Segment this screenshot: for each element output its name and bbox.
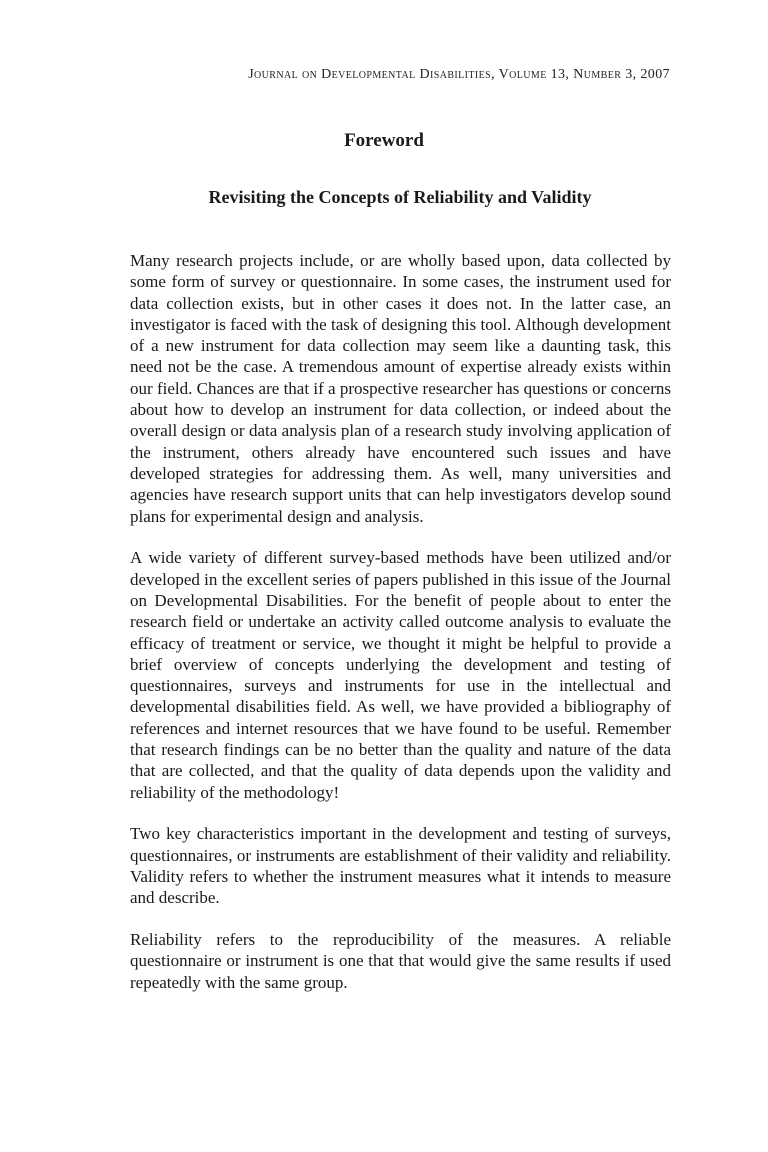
paragraph-4: Reliability refers to the reproducibility of the measures. A reliable questionnaire or instrument is one that that would give the same results if used repeatedly with the same group. [130, 930, 671, 992]
paragraph-2: A wide variety of different survey-based methods have been utilized and/or developed in the excellent series of papers published in this issue of the Journal on Developmental Disabilities. For the benefit of people about to enter the research field or undertake an activity called outcome analysis to evaluate the efficacy of treatment or service, we thought it might be helpful to provide a brief overview of concepts underlying the development and testing of questionnaires, surveys and instruments for use in the intellectual and developmental disabilities field. As well, we have provided a bibliography of references and internet resources that we have found to be useful. Remember that research findings can be no better than the quality and nature of the data that are collected, and that the quality of data depends upon the validity and reliability of the methodology! [130, 548, 671, 802]
section-heading: Foreword [344, 130, 424, 151]
running-head: Journal on Developmental Disabilities, Volume 13, Number 3, 2007 [248, 67, 670, 82]
paragraph-1: Many research projects include, or are wholly based upon, data collected by some form of survey or questionnaire. In some cases, the instrument used for data collection exists, but in other cases it does not. In the latter case, an investigator is faced with the task of designing this tool. Although development of a new instrument for data collection may seem like a daunting task, this need not be the case. A tremendous amount of expertise already exists within our field. Chances are that if a prospective researcher has questions or concerns about how to develop an instrument for data collection, or indeed about the overall design or data analysis plan of a research study involving application of the instrument, others already have encountered such issues and have developed strategies for addressing them. As well, many universities and agencies have research support units that can help investigators develop sound plans for experimental design and analysis. [130, 251, 671, 526]
article-body [130, 250, 671, 1014]
paragraph-3: Two key characteristics important in the development and testing of surveys, questionnaires, or instruments are establishment of their validity and reliability. Validity refers to whether the instrument measures what it intends to measure and describe. [130, 824, 671, 908]
article-title: Revisiting the Concepts of Reliability and Validity [208, 187, 592, 207]
